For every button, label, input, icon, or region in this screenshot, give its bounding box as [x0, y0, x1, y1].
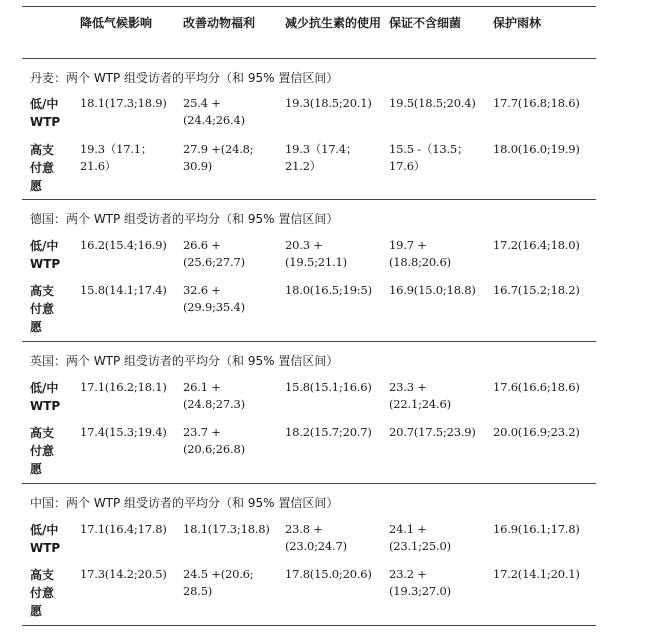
table-cell: 19.3(18.5;20.1) — [285, 96, 372, 110]
table-cell: 17.1(16.4;17.8) — [80, 522, 167, 536]
table-cell: 16.9(15.0;18.8) — [389, 283, 476, 297]
table-cell: 17.8(15.0;20.6) — [285, 567, 372, 581]
table-cell: 19.3（17.1；21.6） — [80, 142, 153, 173]
column-header: 改善动物福利 — [183, 16, 256, 30]
row-label: 高支付意愿 — [30, 143, 55, 193]
wtp-table — [22, 6, 596, 626]
table-cell: 18.1(17.3;18.9) — [80, 96, 167, 110]
row-label: 低/中 WTP — [30, 523, 61, 555]
table-cell: 25.4 + (24.4;26.4) — [183, 96, 245, 127]
table-cell: 23.7 + (20.6;26.8) — [183, 425, 245, 456]
table-cell: 16.9(16.1;17.8) — [493, 522, 580, 536]
table-cell: 18.2(15.7;20.7) — [285, 425, 372, 439]
table-cell: 17.3(14.2;20.5) — [80, 567, 167, 581]
column-header: 保护雨林 — [493, 16, 542, 30]
table-header — [22, 7, 596, 59]
table-cell: 17.7(16.8;18.6) — [493, 96, 580, 110]
section-title: 德国：两个 WTP 组受访者的平均分（和 95% 置信区间） — [30, 212, 339, 226]
row-label: 高支付意愿 — [30, 426, 55, 476]
table-cell: 27.9 +(24.8; 30.9) — [183, 142, 254, 173]
row-label: 高支付意愿 — [30, 568, 55, 618]
table-cell: 18.1(17.3;18.8) — [183, 522, 270, 536]
table-cell: 20.3 + (19.5;21.1) — [285, 238, 347, 269]
row-label: 低/中 WTP — [30, 381, 61, 413]
table-cell: 24.5 +(20.6; 28.5) — [183, 567, 254, 598]
table-cell: 20.7(17.5;23.9) — [389, 425, 476, 439]
table-cell: 19.3（17.4；21.2） — [285, 142, 358, 173]
table-cell: 19.5(18.5;20.4) — [389, 96, 476, 110]
table-cell: 17.6(16.6;18.6) — [493, 380, 580, 394]
table-cell: 15.5 -（13.5；17.6） — [389, 142, 469, 173]
table-cell: 18.0(16.5;19:5) — [285, 283, 372, 297]
table-cell: 20.0(16.9;23.2) — [493, 425, 580, 439]
table-cell: 16.7(15.2;18.2) — [493, 283, 580, 297]
row-label: 低/中 WTP — [30, 97, 61, 129]
table-cell: 16.2(15.4;16.9) — [80, 238, 167, 252]
section-title: 英国：两个 WTP 组受访者的平均分（和 95% 置信区间） — [30, 354, 339, 368]
table-cell: 15.8(14.1;17.4) — [80, 283, 167, 297]
row-label: 低/中 WTP — [30, 239, 61, 271]
section-title: 中国：两个 WTP 组受访者的平均分（和 95% 置信区间） — [30, 496, 339, 510]
column-header: 保证不含细菌 — [389, 16, 462, 30]
table-cell: 24.1 + (23.1;25.0) — [389, 522, 451, 553]
table-cell: 26.6 + (25.6;27.7) — [183, 238, 245, 269]
section-denmark — [22, 59, 596, 200]
table-cell: 17.2(14.1;20.1) — [493, 567, 580, 581]
table-cell: 23.8 + (23.0;24.7) — [285, 522, 347, 553]
section-germany — [22, 200, 596, 342]
table-cell: 26.1 + (24.8;27.3) — [183, 380, 245, 411]
column-header: 减少抗生素的使用 — [285, 16, 382, 30]
column-header: 降低气候影响 — [80, 16, 153, 30]
table-cell: 15.8(15.1;16.6) — [285, 380, 372, 394]
section-china — [22, 484, 596, 626]
table-cell: 23.2 + (19.3;27.0) — [389, 567, 451, 598]
row-label: 高支付意愿 — [30, 284, 55, 334]
table-cell: 23.3 + (22.1;24.6) — [389, 380, 451, 411]
table-cell: 18.0(16.0;19.9) — [493, 142, 580, 156]
section-title: 丹麦：两个 WTP 组受访者的平均分（和 95% 置信区间） — [30, 71, 339, 85]
table-cell: 17.4(15.3;19.4) — [80, 425, 167, 439]
table-cell: 32.6 + (29.9;35.4) — [183, 283, 245, 314]
table-cell: 17.2(16.4;18.0) — [493, 238, 580, 252]
table-cell: 19.7 + (18.8;20.6) — [389, 238, 451, 269]
table-cell: 17.1(16.2;18.1) — [80, 380, 167, 394]
section-uk — [22, 342, 596, 484]
